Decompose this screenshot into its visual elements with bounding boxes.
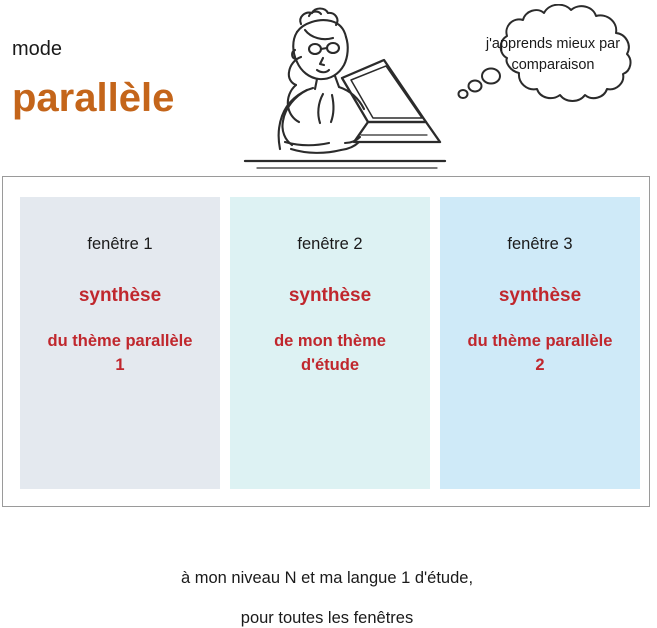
window-subtitle-line-2: 1 <box>115 355 125 374</box>
parallel-mode-panel <box>2 176 650 627</box>
window-label: fenêtre 1 <box>87 235 153 253</box>
synthesis-label: synthèse <box>288 285 372 306</box>
window-subtitle-line-1: du thème parallèle <box>47 332 193 350</box>
footer-line-2: pour toutes les fenêtres <box>240 609 414 627</box>
footer-line-1: à mon niveau N et ma langue 1 d'étude, <box>180 569 474 587</box>
window-column-1[interactable] <box>20 197 220 489</box>
window-label: fenêtre 3 <box>507 235 573 253</box>
window-subtitle <box>440 330 640 378</box>
thought-bubble-text: j'apprends mieux par comparaison <box>485 36 621 74</box>
window-column-3[interactable] <box>440 197 640 489</box>
window-subtitle-line-2: d'étude <box>300 355 359 374</box>
panel-footer <box>3 569 651 628</box>
header <box>0 0 657 176</box>
synthesis-label: synthèse <box>498 285 582 306</box>
window-column-2[interactable] <box>230 197 430 489</box>
synthesis-label: synthèse <box>78 285 162 306</box>
mode-label: mode <box>12 38 63 60</box>
window-subtitle-line-2: 2 <box>535 355 545 374</box>
window-subtitle <box>20 330 220 378</box>
window-subtitle-line-1: de mon thème <box>274 332 386 350</box>
window-subtitle-line-1: du thème parallèle <box>467 332 613 350</box>
window-columns <box>3 177 649 506</box>
window-label: fenêtre 2 <box>297 235 363 253</box>
window-subtitle <box>230 330 430 378</box>
student-thinking-at-laptop-icon <box>205 2 455 174</box>
page-title: parallèle <box>12 76 175 120</box>
